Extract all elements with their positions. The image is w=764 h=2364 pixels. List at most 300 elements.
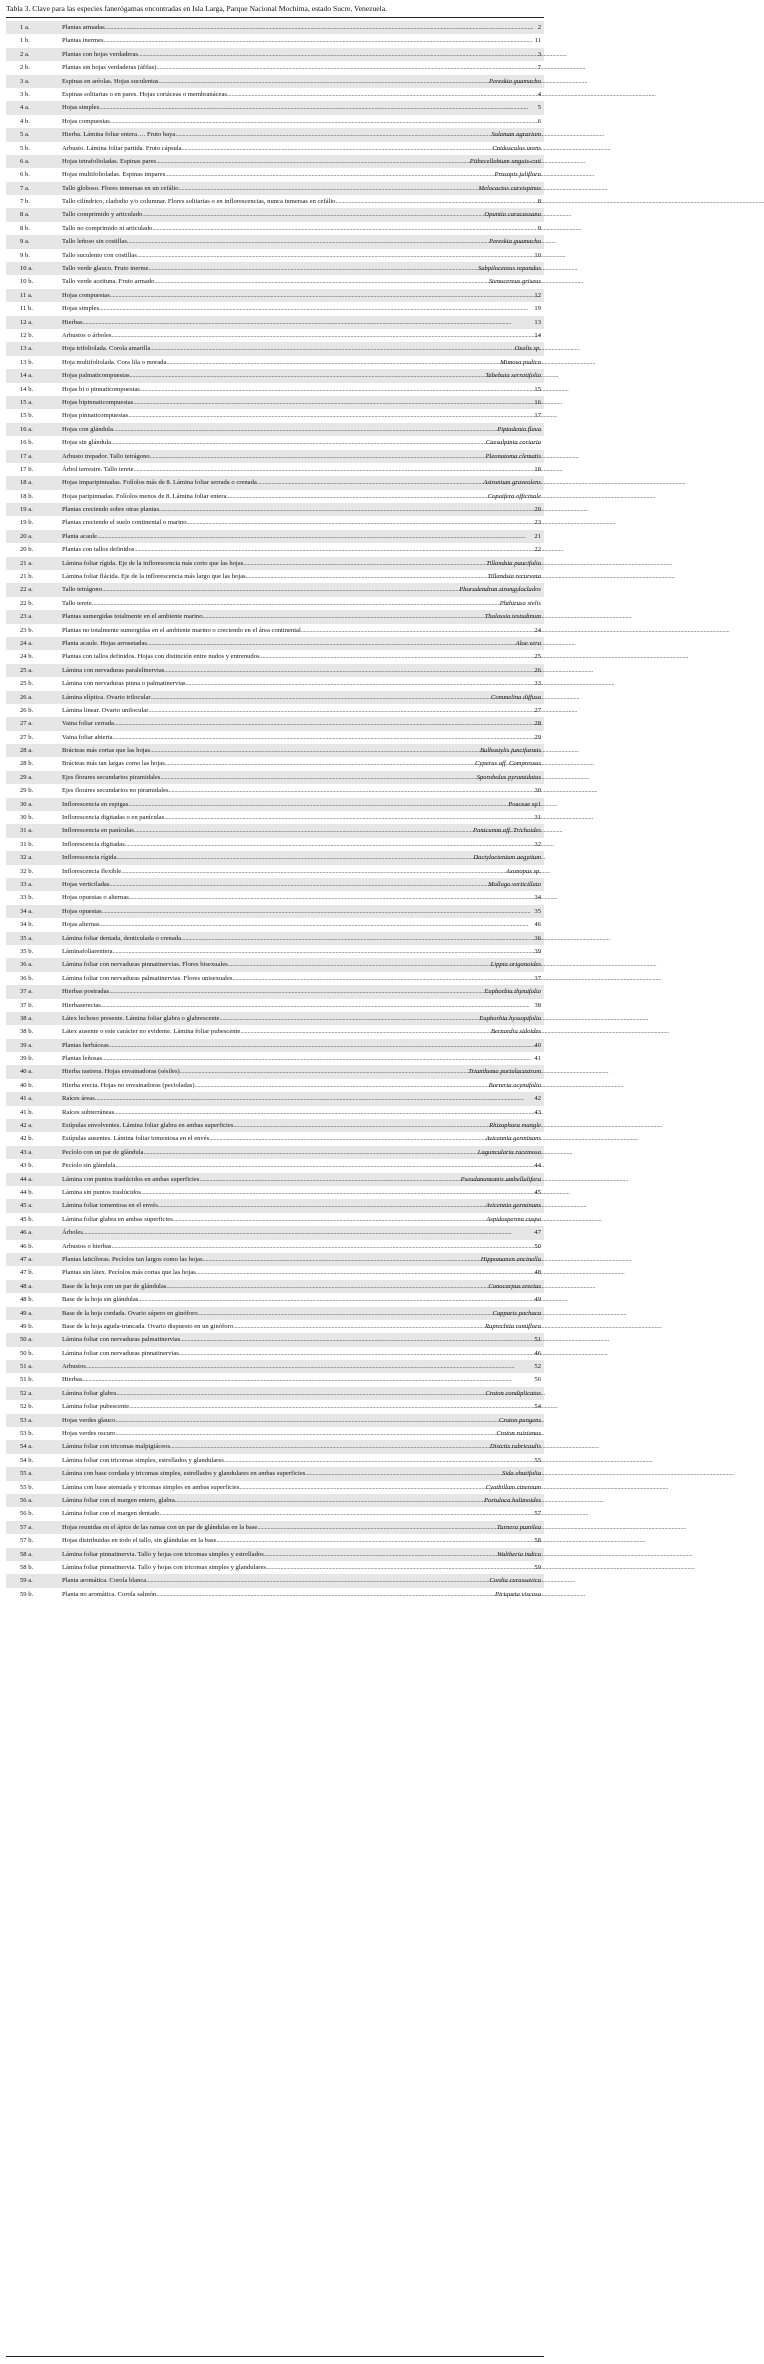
- table-row: [6, 771, 544, 784]
- couplet-description: Lámina con base cordada y tricomas simples, estrellados y glandulares en ambas superficies: [62, 1470, 306, 1478]
- couplet-description: Lámina foliar rígida. Eje de la inflorescencia más corto que las hojas: [62, 559, 244, 567]
- dot-leader: [152, 222, 537, 235]
- couplet-entry: [62, 275, 541, 288]
- dot-leader: [95, 1092, 535, 1105]
- dot-leader: [170, 1440, 490, 1453]
- couplet-description: Hojas palmaticompuestas: [62, 372, 130, 380]
- couplet-number: 4 b.: [20, 117, 30, 125]
- dot-leader: [83, 316, 535, 329]
- table-row: [6, 1199, 544, 1212]
- next-couplet-ref: 38: [534, 1001, 541, 1009]
- species-name: Mimosa pudica: [500, 358, 541, 366]
- couplet-number: 55 a.: [20, 1470, 33, 1478]
- dot-leader: [147, 637, 516, 650]
- table-row: [6, 503, 544, 516]
- couplet-description: Tallo no comprimido ni articulado: [62, 224, 153, 232]
- couplet-entry: [62, 1320, 541, 1333]
- couplet-number: 42 a.: [20, 1122, 33, 1130]
- couplet-number: 16 b.: [20, 439, 34, 447]
- couplet-number: 13 b.: [20, 358, 34, 366]
- dot-leader: [257, 476, 483, 489]
- next-couplet-ref: 34: [534, 894, 541, 902]
- table-row: [6, 1146, 544, 1159]
- couplet-number: 12 a.: [20, 318, 33, 326]
- next-couplet-ref: 4: [537, 90, 541, 98]
- table-row: [6, 1293, 544, 1306]
- next-couplet-ref: 16: [534, 398, 541, 406]
- couplet-number: 8 b.: [20, 224, 30, 232]
- dot-leader: [264, 1548, 497, 1561]
- couplet-entry: [62, 945, 541, 958]
- species-name: Distctis rubricaulis: [489, 1443, 541, 1451]
- couplet-number: 14 a.: [20, 372, 33, 380]
- couplet-entry: [62, 1199, 541, 1212]
- dot-leader: [228, 958, 491, 971]
- couplet-entry: [62, 1146, 541, 1159]
- couplet-entry: [62, 918, 541, 931]
- table-row: [6, 865, 544, 878]
- couplet-number: 6 b.: [20, 171, 30, 179]
- couplet-number: 40 a.: [20, 1068, 33, 1076]
- couplet-description: Hojas verdes oscuro: [62, 1430, 116, 1438]
- couplet-number: 2 a.: [20, 50, 30, 58]
- dot-leader: [102, 1052, 534, 1065]
- dot-leader: [138, 48, 538, 61]
- couplet-entry: [62, 851, 541, 864]
- dot-leader: [182, 142, 493, 155]
- couplet-number: 44 b.: [20, 1188, 34, 1196]
- couplet-number: 18 a.: [20, 479, 33, 487]
- next-couplet-ref: 10: [534, 251, 541, 259]
- table-row: [6, 1320, 544, 1333]
- couplet-entry: [62, 664, 541, 677]
- couplet-description: Brácteas más tan largas como las hojas: [62, 760, 165, 768]
- next-couplet-ref: 5: [537, 104, 541, 112]
- next-couplet-ref: 31: [534, 814, 541, 822]
- next-couplet-ref: 3: [537, 50, 541, 58]
- couplet-entry: [62, 101, 541, 114]
- species-name: Tillandsia recurvata: [487, 573, 541, 581]
- couplet-description: Hojas compuestas: [62, 291, 110, 299]
- couplet-description: Tallo tetrágono: [62, 586, 103, 594]
- dot-leader: [116, 851, 473, 864]
- couplet-entry: [62, 798, 541, 811]
- next-couplet-ref: Poaceae sp1: [508, 800, 541, 808]
- couplet-description: Lámina foliar con nervaduras pinnatinervias. Flores bisexuales: [62, 961, 228, 969]
- species-name: Axonopus sp.: [505, 867, 541, 875]
- dot-leader: [203, 1253, 481, 1266]
- species-name: Pithecellobium unguis-cati: [469, 157, 541, 165]
- species-name: Pleonotoma clematis: [485, 452, 541, 460]
- couplet-entry: [62, 342, 541, 355]
- table-row: [6, 918, 544, 931]
- table-row: [6, 637, 544, 650]
- table-row: [6, 1186, 544, 1199]
- dot-leader: [99, 302, 534, 315]
- next-couplet-ref: 19: [534, 305, 541, 313]
- dot-leader: [138, 1293, 534, 1306]
- couplet-entry: [62, 838, 541, 851]
- dot-leader: [109, 985, 484, 998]
- couplet-number: 28 a.: [20, 747, 33, 755]
- couplet-entry: [62, 302, 541, 315]
- couplet-number: 59 b.: [20, 1590, 34, 1598]
- dot-leader: [127, 235, 489, 248]
- species-name: Bulbostylis junciformis: [480, 747, 541, 755]
- couplet-number: 17 b.: [20, 465, 34, 473]
- couplet-entry: [62, 222, 541, 235]
- couplet-number: 54 b.: [20, 1456, 34, 1464]
- couplet-description: Hierba erecta. Hojas no envainadoras (pecioladas): [62, 1081, 195, 1089]
- table-row: [6, 677, 544, 690]
- couplet-entry: [62, 423, 541, 436]
- next-couplet-ref: 47: [534, 1229, 541, 1237]
- species-name: Aloe vera: [515, 639, 541, 647]
- species-name: Cordia curassavica: [489, 1577, 541, 1585]
- dot-leader: [105, 21, 538, 34]
- dot-leader: [99, 101, 538, 114]
- couplet-number: 35 b.: [20, 947, 34, 955]
- dot-leader: [104, 34, 535, 47]
- table-row: [6, 1092, 544, 1105]
- couplet-entry: [62, 610, 541, 623]
- dot-leader: [169, 784, 535, 797]
- couplet-entry: [62, 168, 541, 181]
- table-row: [6, 624, 544, 637]
- couplet-entry: [62, 1481, 541, 1494]
- couplet-number: 41 b.: [20, 1108, 34, 1116]
- couplet-number: 9 a.: [20, 238, 30, 246]
- species-name: Astronium graveolens: [483, 479, 541, 487]
- next-couplet-ref: 13: [534, 318, 541, 326]
- table-row: [6, 811, 544, 824]
- species-name: Portulaca halimoides: [484, 1496, 541, 1504]
- couplet-entry: [62, 878, 541, 891]
- couplet-entry: [62, 1213, 541, 1226]
- species-name: Stenocereus griseus: [488, 278, 541, 286]
- table-row: [6, 1159, 544, 1172]
- couplet-number: 22 a.: [20, 586, 33, 594]
- dot-leader: [224, 1454, 535, 1467]
- couplet-entry: [62, 1012, 541, 1025]
- table-row: [6, 75, 544, 88]
- table-row: [6, 891, 544, 904]
- table-row: [6, 1400, 544, 1413]
- species-name: Phthirusa stelis: [499, 599, 541, 607]
- table-row: [6, 1481, 544, 1494]
- couplet-number: 31 b.: [20, 840, 34, 848]
- table-row: [6, 1079, 544, 1092]
- species-name: Piriqueta viscosa: [495, 1590, 541, 1598]
- couplet-number: 34 b.: [20, 921, 34, 929]
- couplet-number: 3 b.: [20, 90, 30, 98]
- next-couplet-ref: 33: [534, 680, 541, 688]
- table-row: [6, 1414, 544, 1427]
- couplet-entry: [62, 356, 541, 369]
- species-name: Melocactus curvispinus: [478, 184, 541, 192]
- dot-leader: [113, 423, 497, 436]
- dot-leader: [134, 824, 473, 837]
- couplet-number: 30 b.: [20, 814, 34, 822]
- species-name: Panicumm aff. Trichoides: [473, 827, 541, 835]
- dot-leader: [335, 195, 537, 208]
- dot-leader: [227, 88, 538, 101]
- couplet-entry: [62, 34, 541, 47]
- couplet-number: 54 a.: [20, 1443, 33, 1451]
- table-row: [6, 958, 544, 971]
- couplet-entry: [62, 624, 541, 637]
- couplet-description: Hojas pinnaticompuestas: [62, 412, 129, 420]
- table-row: [6, 784, 544, 797]
- couplet-description: Hierba. Lámina foliar entera…. Fruto baya: [62, 131, 176, 139]
- species-name: Bernardia sidoides: [490, 1028, 541, 1036]
- species-name: Croton pungens: [498, 1416, 541, 1424]
- table-row: [6, 342, 544, 355]
- couplet-entry: [62, 1039, 541, 1052]
- table-row: [6, 744, 544, 757]
- dot-leader: [156, 61, 537, 74]
- next-couplet-ref: 27: [534, 706, 541, 714]
- couplet-description: Hojas tetrafolioladas. Espinas pares: [62, 157, 157, 165]
- dot-leader: [128, 798, 508, 811]
- top-rule: [6, 17, 544, 18]
- couplet-number: 22 b.: [20, 599, 34, 607]
- couplet-number: 13 a.: [20, 345, 33, 353]
- dot-leader: [111, 436, 486, 449]
- couplet-number: 43 b.: [20, 1162, 34, 1170]
- couplet-entry: [62, 543, 541, 556]
- couplet-entry: [62, 450, 541, 463]
- next-couplet-ref: 36: [534, 934, 541, 942]
- dot-leader: [86, 1360, 535, 1373]
- couplet-entry: [62, 905, 541, 918]
- table-row: [6, 932, 544, 945]
- couplet-number: 26 a.: [20, 693, 33, 701]
- species-name: Croton ruizianus: [496, 1430, 541, 1438]
- table-row: [6, 356, 544, 369]
- table-row: [6, 878, 544, 891]
- couplet-description: Lámina foliar con nervaduras palmatinervias. Flores unisexuales: [62, 974, 233, 982]
- table-row: [6, 409, 544, 422]
- dot-leader: [83, 1226, 535, 1239]
- dot-leader: [165, 168, 494, 181]
- couplet-entry: [62, 1226, 541, 1239]
- couplet-description: Planta acaule. Hojas arrosetadas: [62, 639, 147, 647]
- dot-leader: [165, 757, 475, 770]
- couplet-number: 50 a.: [20, 1336, 33, 1344]
- couplet-number: 33 a.: [20, 881, 33, 888]
- couplet-entry: [62, 329, 541, 342]
- couplet-description: Hojas verticiladas: [62, 881, 110, 888]
- dot-leader: [113, 945, 535, 958]
- table-row: [6, 570, 544, 583]
- dot-leader: [102, 905, 535, 918]
- couplet-description: Planta aromática. Corola blanca: [62, 1577, 147, 1585]
- couplet-number: 23 a.: [20, 613, 33, 621]
- couplet-number: 19 b.: [20, 519, 34, 527]
- couplet-entry: [62, 1440, 541, 1453]
- species-name: Capparis pachaca: [492, 1309, 541, 1317]
- next-couplet-ref: 18: [534, 465, 541, 473]
- species-name: Pseudanamomis umbellulifera: [460, 1175, 541, 1183]
- dot-leader: [179, 182, 479, 195]
- next-couplet-ref: 20: [534, 506, 541, 514]
- couplet-description: Base de la hoja con un par de glándulas: [62, 1282, 167, 1290]
- table-row: [6, 1132, 544, 1145]
- couplet-number: 53 a.: [20, 1416, 33, 1424]
- couplet-number: 11 a.: [20, 291, 33, 299]
- next-couplet-ref: 26: [534, 666, 541, 674]
- couplet-number: 5 b.: [20, 144, 30, 152]
- couplet-description: Lámina sin puntos traslúcidos: [62, 1188, 141, 1196]
- couplet-description: Planta acaule: [62, 532, 97, 540]
- dot-leader: [187, 516, 535, 529]
- couplet-entry: [62, 1467, 541, 1480]
- table-row: [6, 88, 544, 101]
- next-couplet-ref: 32: [534, 840, 541, 848]
- table-row: [6, 262, 544, 275]
- couplet-number: 33 b.: [20, 894, 34, 902]
- dot-leader: [196, 1266, 535, 1279]
- couplet-description: Hojas simples: [62, 305, 100, 313]
- couplet-description: Plantas armadas: [62, 24, 105, 31]
- couplet-number: 48 b.: [20, 1296, 34, 1304]
- couplet-number: 37 a.: [20, 988, 33, 996]
- couplet-entry: [62, 436, 541, 449]
- dot-leader: [219, 1012, 479, 1025]
- couplet-number: 36 b.: [20, 974, 34, 982]
- couplet-number: 38 a.: [20, 1014, 33, 1022]
- dot-leader: [149, 262, 478, 275]
- dot-leader: [114, 717, 534, 730]
- dot-leader: [115, 1159, 534, 1172]
- table-row: [6, 1213, 544, 1226]
- species-name: Waltheria indica: [497, 1550, 541, 1558]
- couplet-number: 34 a.: [20, 907, 33, 915]
- couplet-number: 20 a.: [20, 532, 33, 540]
- couplet-entry: [62, 972, 541, 985]
- table-row: [6, 1574, 544, 1587]
- couplet-entry: [62, 958, 541, 971]
- table-row: [6, 704, 544, 717]
- couplet-number: 4 a.: [20, 104, 30, 112]
- next-couplet-ref: 54: [534, 1403, 541, 1411]
- species-name: Croton condiplicatus: [485, 1389, 541, 1397]
- couplet-number: 3 a.: [20, 77, 30, 85]
- species-name: Oxalis sp.: [514, 345, 541, 353]
- couplet-entry: [62, 48, 541, 61]
- couplet-description: Inflorescencia rígida: [62, 854, 117, 862]
- couplet-number: 56 b.: [20, 1510, 34, 1518]
- dot-leader: [109, 1039, 535, 1052]
- couplet-entry: [62, 1092, 541, 1105]
- table-row: [6, 1467, 544, 1480]
- couplet-number: 50 b.: [20, 1349, 34, 1357]
- table-row: [6, 1039, 544, 1052]
- dot-leader: [226, 490, 487, 503]
- table-row: [6, 972, 544, 985]
- couplet-entry: [62, 142, 541, 155]
- species-name: Piptadenia flava: [497, 425, 541, 433]
- couplet-description: Hierbas: [62, 1376, 83, 1384]
- next-couplet-ref: 8: [537, 198, 541, 206]
- couplet-description: Lámina foliar con nervaduras palmatinervias: [62, 1336, 181, 1344]
- couplet-entry: [62, 1280, 541, 1293]
- couplet-number: 57 b.: [20, 1537, 34, 1545]
- dot-leader: [113, 731, 535, 744]
- couplet-entry: [62, 1507, 541, 1520]
- couplet-description: Hojas imparipinnadas. Folíolos más de 8. Lámina foliar serrada o crenada: [62, 479, 257, 487]
- couplet-description: Arbustos: [62, 1363, 86, 1371]
- couplet-description: Raíces áreas: [62, 1095, 95, 1103]
- table-row: [6, 369, 544, 382]
- couplet-entry: [62, 1079, 541, 1092]
- species-name: Sporobolus pyramidatus: [476, 773, 541, 781]
- next-couplet-ref: 30: [534, 787, 541, 795]
- couplet-number: 1 b.: [20, 37, 30, 45]
- dot-leader: [175, 128, 491, 141]
- dot-leader: [233, 1119, 489, 1132]
- couplet-description: Lámina foliar pinnatinervia. Tallo y hojas con tricomas simples y estrellados: [62, 1550, 264, 1558]
- dot-leader: [150, 744, 480, 757]
- dot-leader: [148, 704, 534, 717]
- couplet-description: Hierbaserectas: [62, 1001, 101, 1009]
- dot-leader: [160, 771, 476, 784]
- next-couplet-ref: 58: [534, 1537, 541, 1545]
- next-couplet-ref: 17: [534, 412, 541, 420]
- couplet-description: Lámina linear. Ovario unilocular: [62, 706, 149, 714]
- couplet-entry: [62, 1548, 541, 1561]
- dot-leader: [180, 1333, 534, 1346]
- couplet-number: 14 b.: [20, 385, 34, 393]
- couplet-entry: [62, 637, 541, 650]
- next-couplet-ref: 39: [534, 947, 541, 955]
- dot-leader: [166, 356, 500, 369]
- next-couplet-ref: 45: [534, 1188, 541, 1196]
- couplet-number: 44 a.: [20, 1175, 33, 1183]
- couplet-entry: [62, 1253, 541, 1266]
- couplet-entry: [62, 597, 541, 610]
- couplet-description: Base de la hoja sin glándulas: [62, 1296, 139, 1304]
- species-name: Pereskia guamacho: [489, 77, 541, 85]
- couplet-description: Plantas herbáceas: [62, 1041, 109, 1049]
- dot-leader: [114, 1106, 534, 1119]
- couplet-number: 58 b.: [20, 1563, 34, 1571]
- couplet-number: 7 a.: [20, 184, 30, 192]
- couplet-description: Tallo globoso. Flores inmersas en un cefálio: [62, 184, 179, 192]
- couplet-number: 24 b.: [20, 653, 34, 661]
- dot-leader: [181, 932, 534, 945]
- couplet-entry: [62, 1266, 541, 1279]
- table-row: [6, 1333, 544, 1346]
- couplet-description: Planta no aromática. Corola salmón: [62, 1590, 157, 1598]
- table-row: [6, 557, 544, 570]
- next-couplet-ref: 56: [534, 1376, 541, 1384]
- dot-leader: [101, 999, 535, 1012]
- next-couplet-ref: 57: [534, 1510, 541, 1518]
- table-row: [6, 249, 544, 262]
- couplet-description: Arbusto. Lámina foliar partida. Fruto cápsula: [62, 144, 182, 152]
- next-couplet-ref: 46: [534, 921, 541, 929]
- couplet-entry: [62, 570, 541, 583]
- couplet-description: Tallo comprimido y articulado: [62, 211, 143, 219]
- table-row: [6, 543, 544, 556]
- table-row: [6, 168, 544, 181]
- table-row: [6, 1266, 544, 1279]
- couplet-description: Lámina elíptica. Ovario trilocular: [62, 693, 151, 701]
- couplet-number: 53 b.: [20, 1430, 34, 1438]
- next-couplet-ref: 22: [534, 546, 541, 554]
